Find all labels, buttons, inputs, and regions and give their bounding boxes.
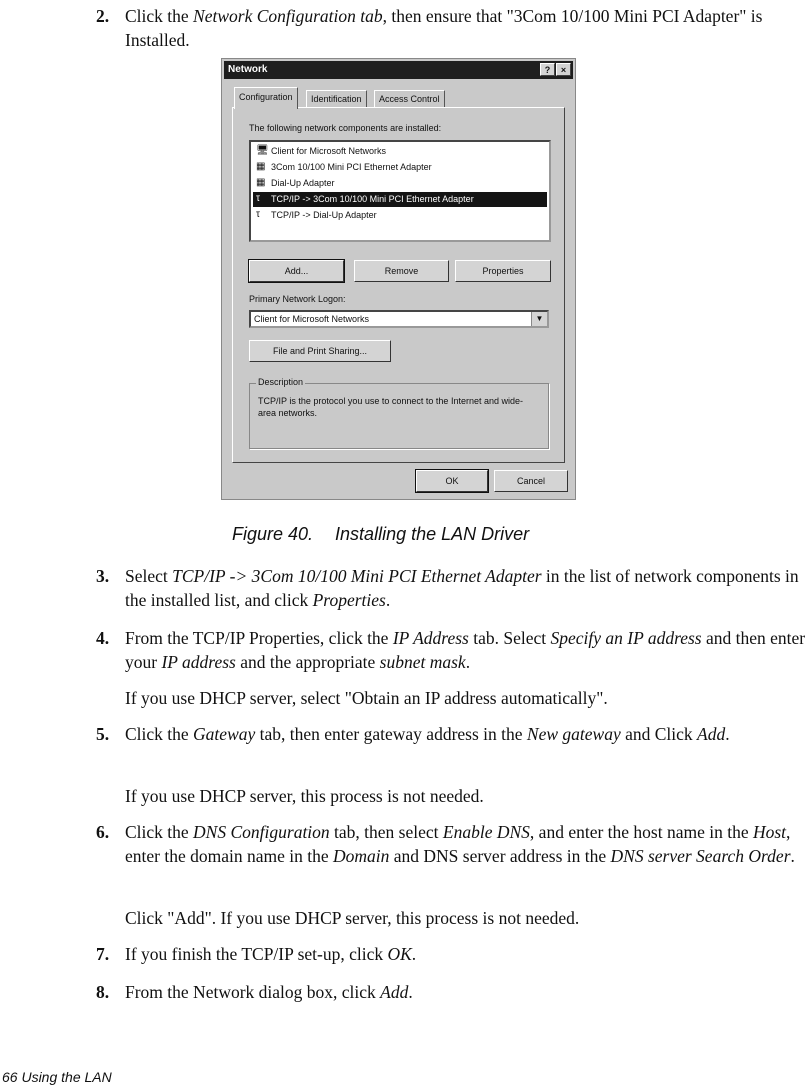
properties-button[interactable]: Properties [455,260,551,282]
tab-configuration[interactable]: Configuration [234,87,298,109]
chevron-down-icon[interactable]: ▼ [531,312,547,326]
logon-label: Primary Network Logon: [249,294,346,304]
list-item[interactable]: 🖥 Client for Microsoft Networks [256,145,387,156]
step-5: 5. Click the Gateway tab, then enter gateway address in the New gateway and Click Add. [96,724,730,744]
client-icon: 🖥 [256,145,269,156]
network-dialog [221,58,576,500]
dialog-title: Network [228,64,268,75]
cancel-button[interactable]: Cancel [494,470,568,492]
list-item[interactable]: τ TCP/IP -> Dial-Up Adapter [256,209,377,220]
page-footer: 66 Using the LAN [2,1069,112,1085]
title-bar [224,61,573,79]
network-adapter-icon: ▦ [256,161,266,172]
primary-logon-select[interactable]: Client for Microsoft Networks ▼ [249,310,549,328]
file-print-sharing-button[interactable]: File and Print Sharing... [249,340,391,362]
remove-button[interactable]: Remove [354,260,449,282]
close-icon[interactable]: × [556,63,571,76]
step-2: 2. Click the Network Configuration tab, then ensure that "3Com 10/100 Mini PCI Adapter" is Installed. [96,6,763,50]
list-item[interactable]: ▦ Dial-Up Adapter [256,177,335,188]
step-4-note: If you use DHCP server, select "Obtain an IP address automatically". [125,688,608,708]
step-3: 3. Select TCP/IP -> 3Com 10/100 Mini PCI Ethernet Adapter in the list of network components in the installed list, and click Properties. [96,566,799,610]
components-label: The following network components are installed: [249,123,442,133]
step-5-note: If you use DHCP server, this process is not needed. [125,786,484,806]
figure-caption: Figure 40. Installing the LAN Driver [232,524,530,544]
protocol-icon: τ [256,209,260,220]
network-adapter-icon: ▦ [256,177,266,188]
components-list[interactable] [249,140,551,242]
configuration-panel [232,107,565,463]
tab-identification[interactable]: Identification [306,90,367,108]
tab-access-control[interactable]: Access Control [374,90,445,108]
protocol-icon: τ [256,193,260,204]
step-8: 8. From the Network dialog box, click Add. [96,982,413,1002]
description-legend: Description [258,377,304,387]
step-6-note: Click "Add". If you use DHCP server, this process is not needed. [125,908,580,928]
description-text: TCP/IP is the protocol you use to connect to the Internet and wide-area networks. [258,396,523,418]
help-button[interactable]: ? [540,63,555,76]
step-6: 6. Click the DNS Configuration tab, then select Enable DNS, and enter the host name in the Host, enter the domain name in the Domain and DNS server address in the DNS server Search Order. [96,822,795,866]
ok-button[interactable]: OK [416,470,488,492]
step-7: 7. If you finish the TCP/IP set-up, click OK. [96,944,417,964]
add-button[interactable]: Add... [249,260,344,282]
step-4: 4. From the TCP/IP Properties, click the IP Address tab. Select Specify an IP address and then enter your IP address and the appropriate subnet mask. [96,628,805,672]
description-group [249,377,549,449]
list-item[interactable]: ▦ 3Com 10/100 Mini PCI Ethernet Adapter [256,161,432,172]
list-item-selected[interactable]: τ TCP/IP -> 3Com 10/100 Mini PCI Ethernet Adapter [253,192,547,207]
